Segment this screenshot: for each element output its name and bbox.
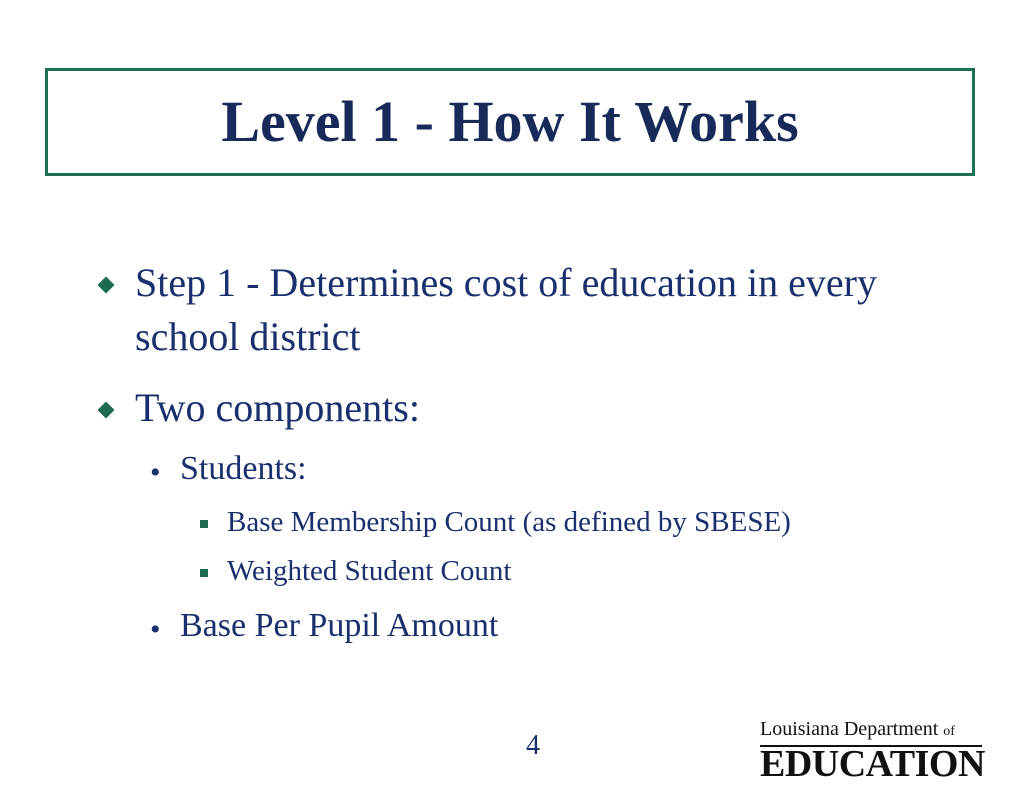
diamond-bullet-icon bbox=[98, 277, 115, 294]
bullet-text: Two components: bbox=[135, 385, 420, 430]
sub-bullet-text: Students: bbox=[180, 450, 307, 487]
sub-sub-bullet-text: Weighted Student Count bbox=[227, 555, 512, 587]
square-bullet-icon bbox=[200, 569, 208, 577]
sub-bullet-text: Base Per Pupil Amount bbox=[180, 607, 499, 644]
title-box bbox=[45, 68, 975, 176]
dot-bullet-icon: • bbox=[150, 456, 161, 489]
slide-title: Level 1 - How It Works bbox=[221, 89, 799, 154]
diamond-bullet-icon bbox=[98, 402, 115, 419]
sub-sub-bullet-text: Base Membership Count (as defined by SBESE) bbox=[227, 506, 791, 538]
bullet-text: Step 1 - Determines cost of education in every school district bbox=[135, 260, 877, 359]
dot-bullet-icon: • bbox=[150, 613, 161, 646]
logo-line-1-suffix: of bbox=[943, 724, 955, 739]
logo-line-2: EDUCATION bbox=[760, 743, 985, 785]
louisiana-education-logo bbox=[760, 718, 985, 785]
square-bullet-icon bbox=[200, 520, 208, 528]
logo-line-1-text: Louisiana Department bbox=[760, 718, 939, 740]
bullet-step-1 bbox=[100, 256, 920, 366]
logo-line-1 bbox=[760, 718, 955, 741]
bullet-two-components bbox=[100, 381, 920, 435]
page-number: 4 bbox=[526, 730, 540, 761]
